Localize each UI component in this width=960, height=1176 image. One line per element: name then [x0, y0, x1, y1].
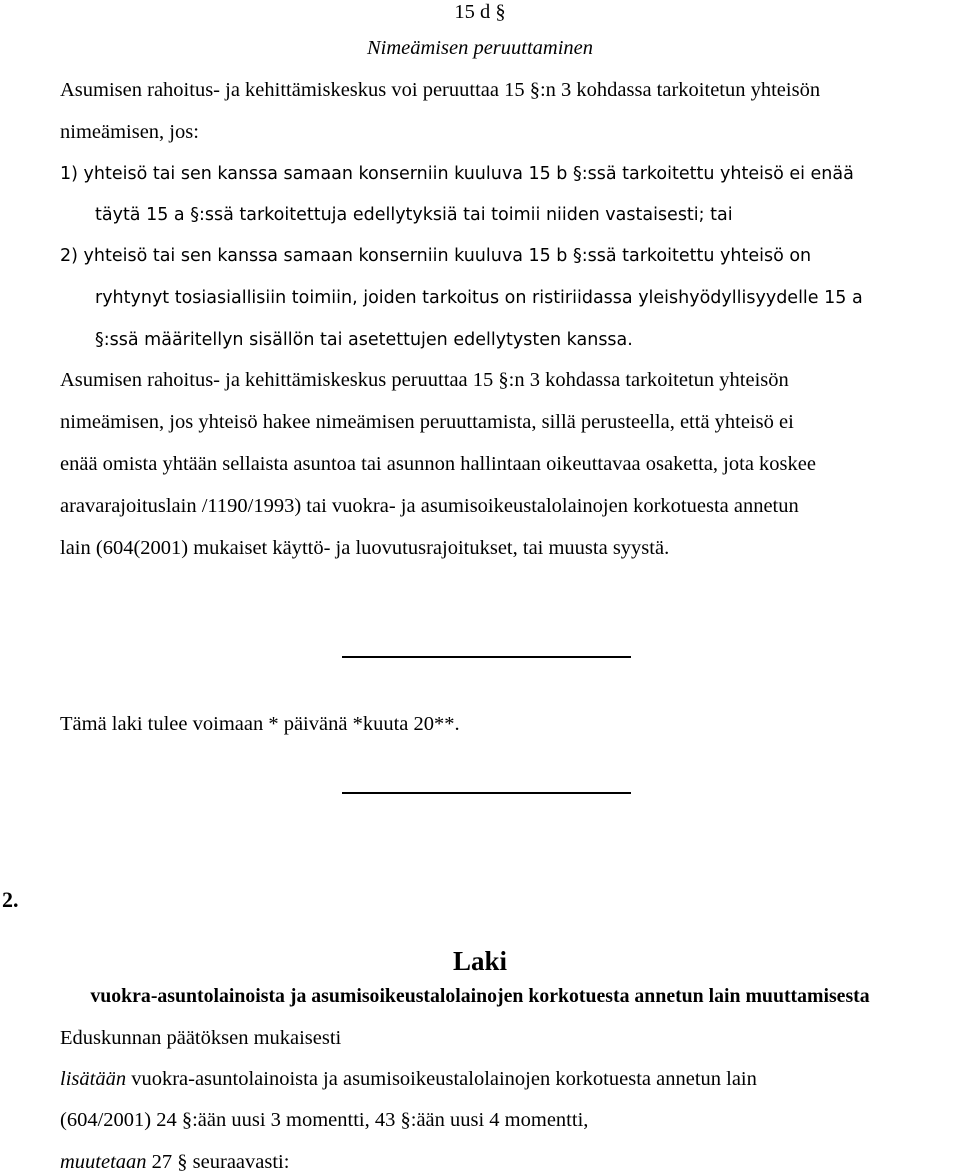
- section-number: 15 d §: [454, 1, 506, 23]
- amend-text: 27 § seuraavasti:: [146, 1151, 290, 1173]
- law-heading: Laki: [452, 946, 508, 976]
- list-item-2-line-2: ryhtynyt tosiasiallisiin toimiin, joiden tarkoitus on ristiriidassa yleishyödyllisyydelle 15 a: [95, 288, 863, 308]
- add-keyword: lisätään: [60, 1068, 127, 1090]
- paragraph-1-line-1: Asumisen rahoitus- ja kehittämiskeskus voi peruuttaa 15 §:n 3 kohdassa tarkoitetun yhteisön: [60, 79, 821, 101]
- list-item-1-line-2: täytä 15 a §:ssä tarkoitettuja edellytyksiä tai toimii niiden vastaisesti; tai: [95, 205, 733, 225]
- law-number: 2.: [2, 887, 19, 912]
- list-item-1-line-1: 1) yhteisö tai sen kanssa samaan konserniin kuuluva 15 b §:ssä tarkoitettu yhteisö ei enää: [60, 164, 854, 184]
- preamble: Eduskunnan päätöksen mukaisesti: [60, 1027, 342, 1049]
- law-subtitle: vuokra-asuntolainoista ja asumisoikeustalolainojen korkotuesta annetun lain muuttamisesta: [90, 985, 870, 1007]
- add-text: vuokra-asuntolainoista ja asumisoikeustalolainojen korkotuesta annetun lain: [126, 1068, 757, 1090]
- list-item-2-line-1: 2) yhteisö tai sen kanssa samaan konserniin kuuluva 15 b §:ssä tarkoitettu yhteisö on: [60, 246, 812, 266]
- paragraph-1-line-2: nimeämisen, jos:: [60, 121, 199, 143]
- amendment-add-line-2: (604/2001) 24 §:ään uusi 3 momentti, 43 §:ään uusi 4 momentti,: [60, 1109, 589, 1131]
- paragraph-2-line-4: aravarajoituslain /1190/1993) tai vuokra- ja asumisoikeustalolainojen korkotuesta annetun: [60, 495, 799, 517]
- amendment-amend-line: [60, 1150, 289, 1174]
- paragraph-2-line-2: nimeämisen, jos yhteisö hakee nimeämisen peruuttamista, sillä perusteella, että yhteisö ei: [60, 411, 794, 433]
- amend-keyword: muutetaan: [60, 1151, 147, 1173]
- paragraph-2-line-3: enää omista yhtään sellaista asuntoa tai asunnon hallintaan oikeuttavaa osaketta, jota koskee: [60, 453, 816, 475]
- amendment-add-line-1: [60, 1067, 757, 1091]
- paragraph-2-line-1: Asumisen rahoitus- ja kehittämiskeskus peruuttaa 15 §:n 3 kohdassa tarkoitetun yhteisön: [60, 369, 789, 391]
- divider-top: [342, 656, 631, 658]
- list-item-2-line-3: §:ssä määritellyn sisällön tai asetettujen edellytysten kanssa.: [95, 330, 633, 350]
- divider-bottom: [342, 792, 631, 794]
- paragraph-2-line-5: lain (604(2001) mukaiset käyttö- ja luovutusrajoitukset, tai muusta syystä.: [60, 537, 670, 559]
- section-title: Nimeämisen peruuttaminen: [366, 37, 594, 59]
- entry-into-force: Tämä laki tulee voimaan * päivänä *kuuta 20**.: [60, 713, 460, 735]
